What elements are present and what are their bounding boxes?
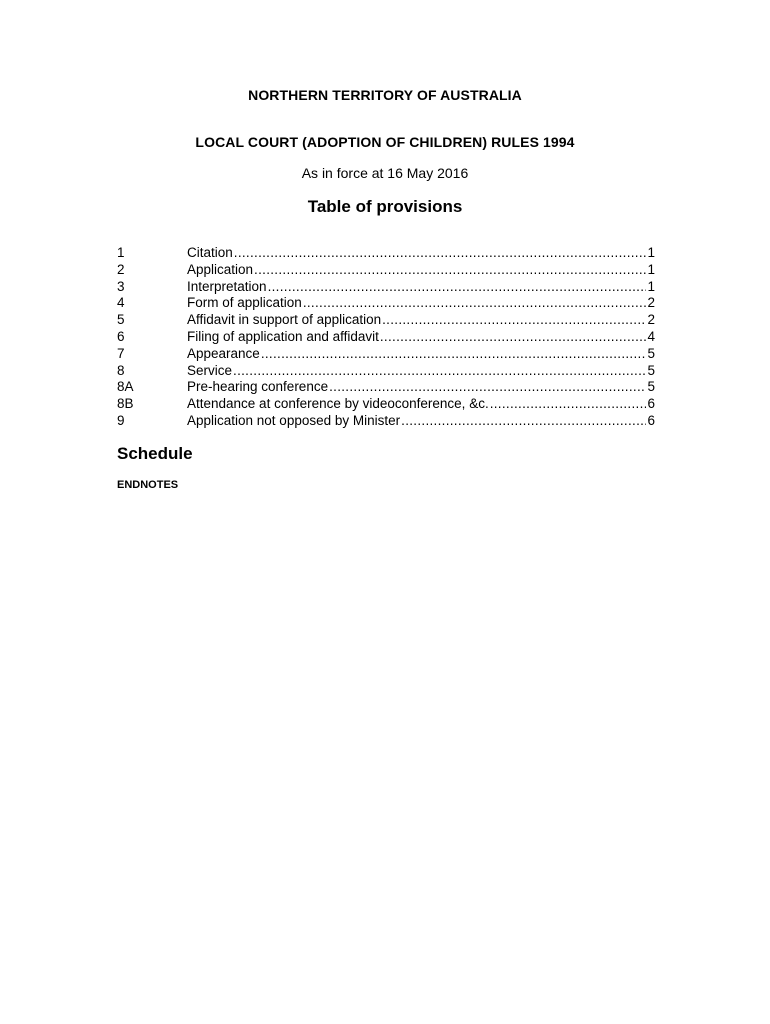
toc-entry-4[interactable] bbox=[117, 295, 655, 312]
toc-entry-body bbox=[187, 262, 655, 279]
jurisdiction-heading: NORTHERN TERRITORY OF AUSTRALIA bbox=[248, 87, 522, 103]
toc-entry-number: 6 bbox=[117, 328, 125, 344]
toc-entry-body bbox=[187, 312, 655, 329]
toc-entry-page: 5 bbox=[647, 362, 655, 378]
dot-leader bbox=[382, 312, 646, 329]
toc-entry-number: 9 bbox=[117, 412, 125, 428]
dot-leader bbox=[234, 245, 647, 262]
toc-entry-number: 8B bbox=[117, 396, 134, 412]
toc-entry-page: 2 bbox=[647, 312, 655, 328]
in-force-date: As in force at 16 May 2016 bbox=[301, 165, 469, 181]
toc-entry-body bbox=[187, 396, 655, 413]
toc-entry-title: Filing of application and affidavit bbox=[187, 328, 379, 344]
dot-leader bbox=[329, 379, 646, 396]
toc-entry-page: 4 bbox=[647, 328, 655, 344]
toc-entry-body bbox=[187, 413, 655, 430]
toc-heading: Table of provisions bbox=[307, 197, 463, 216]
dot-leader bbox=[380, 329, 647, 346]
document-title: LOCAL COURT (ADOPTION OF CHILDREN) RULES 1994 bbox=[195, 134, 575, 150]
toc-entry-body bbox=[187, 279, 655, 296]
toc-entry-page: 1 bbox=[647, 245, 655, 260]
toc-entry-page: 1 bbox=[647, 261, 655, 277]
toc-entry-7[interactable] bbox=[117, 346, 655, 363]
toc-entry-page: 6 bbox=[647, 412, 655, 428]
toc-entry-page: 6 bbox=[647, 396, 655, 412]
dot-leader bbox=[303, 295, 647, 312]
toc-entry-title: Citation bbox=[187, 245, 233, 260]
dot-leader bbox=[268, 279, 647, 296]
dot-leader bbox=[254, 262, 646, 279]
toc-entry-number: 1 bbox=[117, 245, 125, 260]
toc-entry-8[interactable] bbox=[117, 363, 655, 380]
toc-entry-3[interactable] bbox=[117, 279, 655, 296]
table-of-provisions bbox=[117, 245, 655, 430]
toc-entry-body bbox=[187, 379, 655, 396]
toc-entry-title: Form of application bbox=[187, 295, 302, 311]
toc-entry-title: Application not opposed by Minister bbox=[187, 412, 401, 428]
toc-entry-body bbox=[187, 245, 655, 262]
toc-entry-body bbox=[187, 346, 655, 363]
toc-entry-1[interactable] bbox=[117, 245, 655, 262]
toc-entry-title: Interpretation bbox=[187, 278, 267, 294]
endnotes-heading[interactable]: ENDNOTES bbox=[117, 479, 179, 491]
toc-entry-body bbox=[187, 295, 655, 312]
toc-entry-page: 5 bbox=[647, 345, 655, 361]
toc-entry-6[interactable] bbox=[117, 329, 655, 346]
toc-entry-body bbox=[187, 329, 655, 346]
toc-entry-page: 5 bbox=[647, 379, 655, 395]
toc-entry-number: 2 bbox=[117, 261, 125, 277]
toc-entry-number: 8 bbox=[117, 362, 125, 378]
schedule-heading[interactable]: Schedule bbox=[117, 444, 193, 463]
toc-entry-number: 3 bbox=[117, 278, 125, 294]
dot-leader bbox=[490, 396, 647, 413]
toc-entry-page: 1 bbox=[647, 278, 655, 294]
toc-entry-title: Attendance at conference by videoconference, &c. bbox=[187, 396, 489, 412]
dot-leader bbox=[401, 413, 646, 430]
dot-leader bbox=[261, 346, 647, 363]
toc-entry-number: 4 bbox=[117, 295, 125, 311]
toc-entry-number: 5 bbox=[117, 312, 125, 328]
toc-entry-8a[interactable] bbox=[117, 379, 655, 396]
toc-entry-title: Application bbox=[187, 261, 254, 277]
toc-entry-9[interactable] bbox=[117, 413, 655, 430]
dot-leader bbox=[233, 363, 646, 380]
toc-entry-body bbox=[187, 363, 655, 380]
toc-entry-8b[interactable] bbox=[117, 396, 655, 413]
toc-entry-5[interactable] bbox=[117, 312, 655, 329]
toc-entry-title: Appearance bbox=[187, 345, 260, 361]
toc-entry-title: Service bbox=[187, 362, 233, 378]
toc-entry-number: 7 bbox=[117, 345, 125, 361]
toc-entry-2[interactable] bbox=[117, 262, 655, 279]
toc-entry-page: 2 bbox=[647, 295, 655, 311]
toc-entry-title: Affidavit in support of application bbox=[187, 312, 382, 328]
toc-entry-number: 8A bbox=[117, 379, 134, 395]
toc-entry-title: Pre-hearing conference bbox=[187, 379, 329, 395]
